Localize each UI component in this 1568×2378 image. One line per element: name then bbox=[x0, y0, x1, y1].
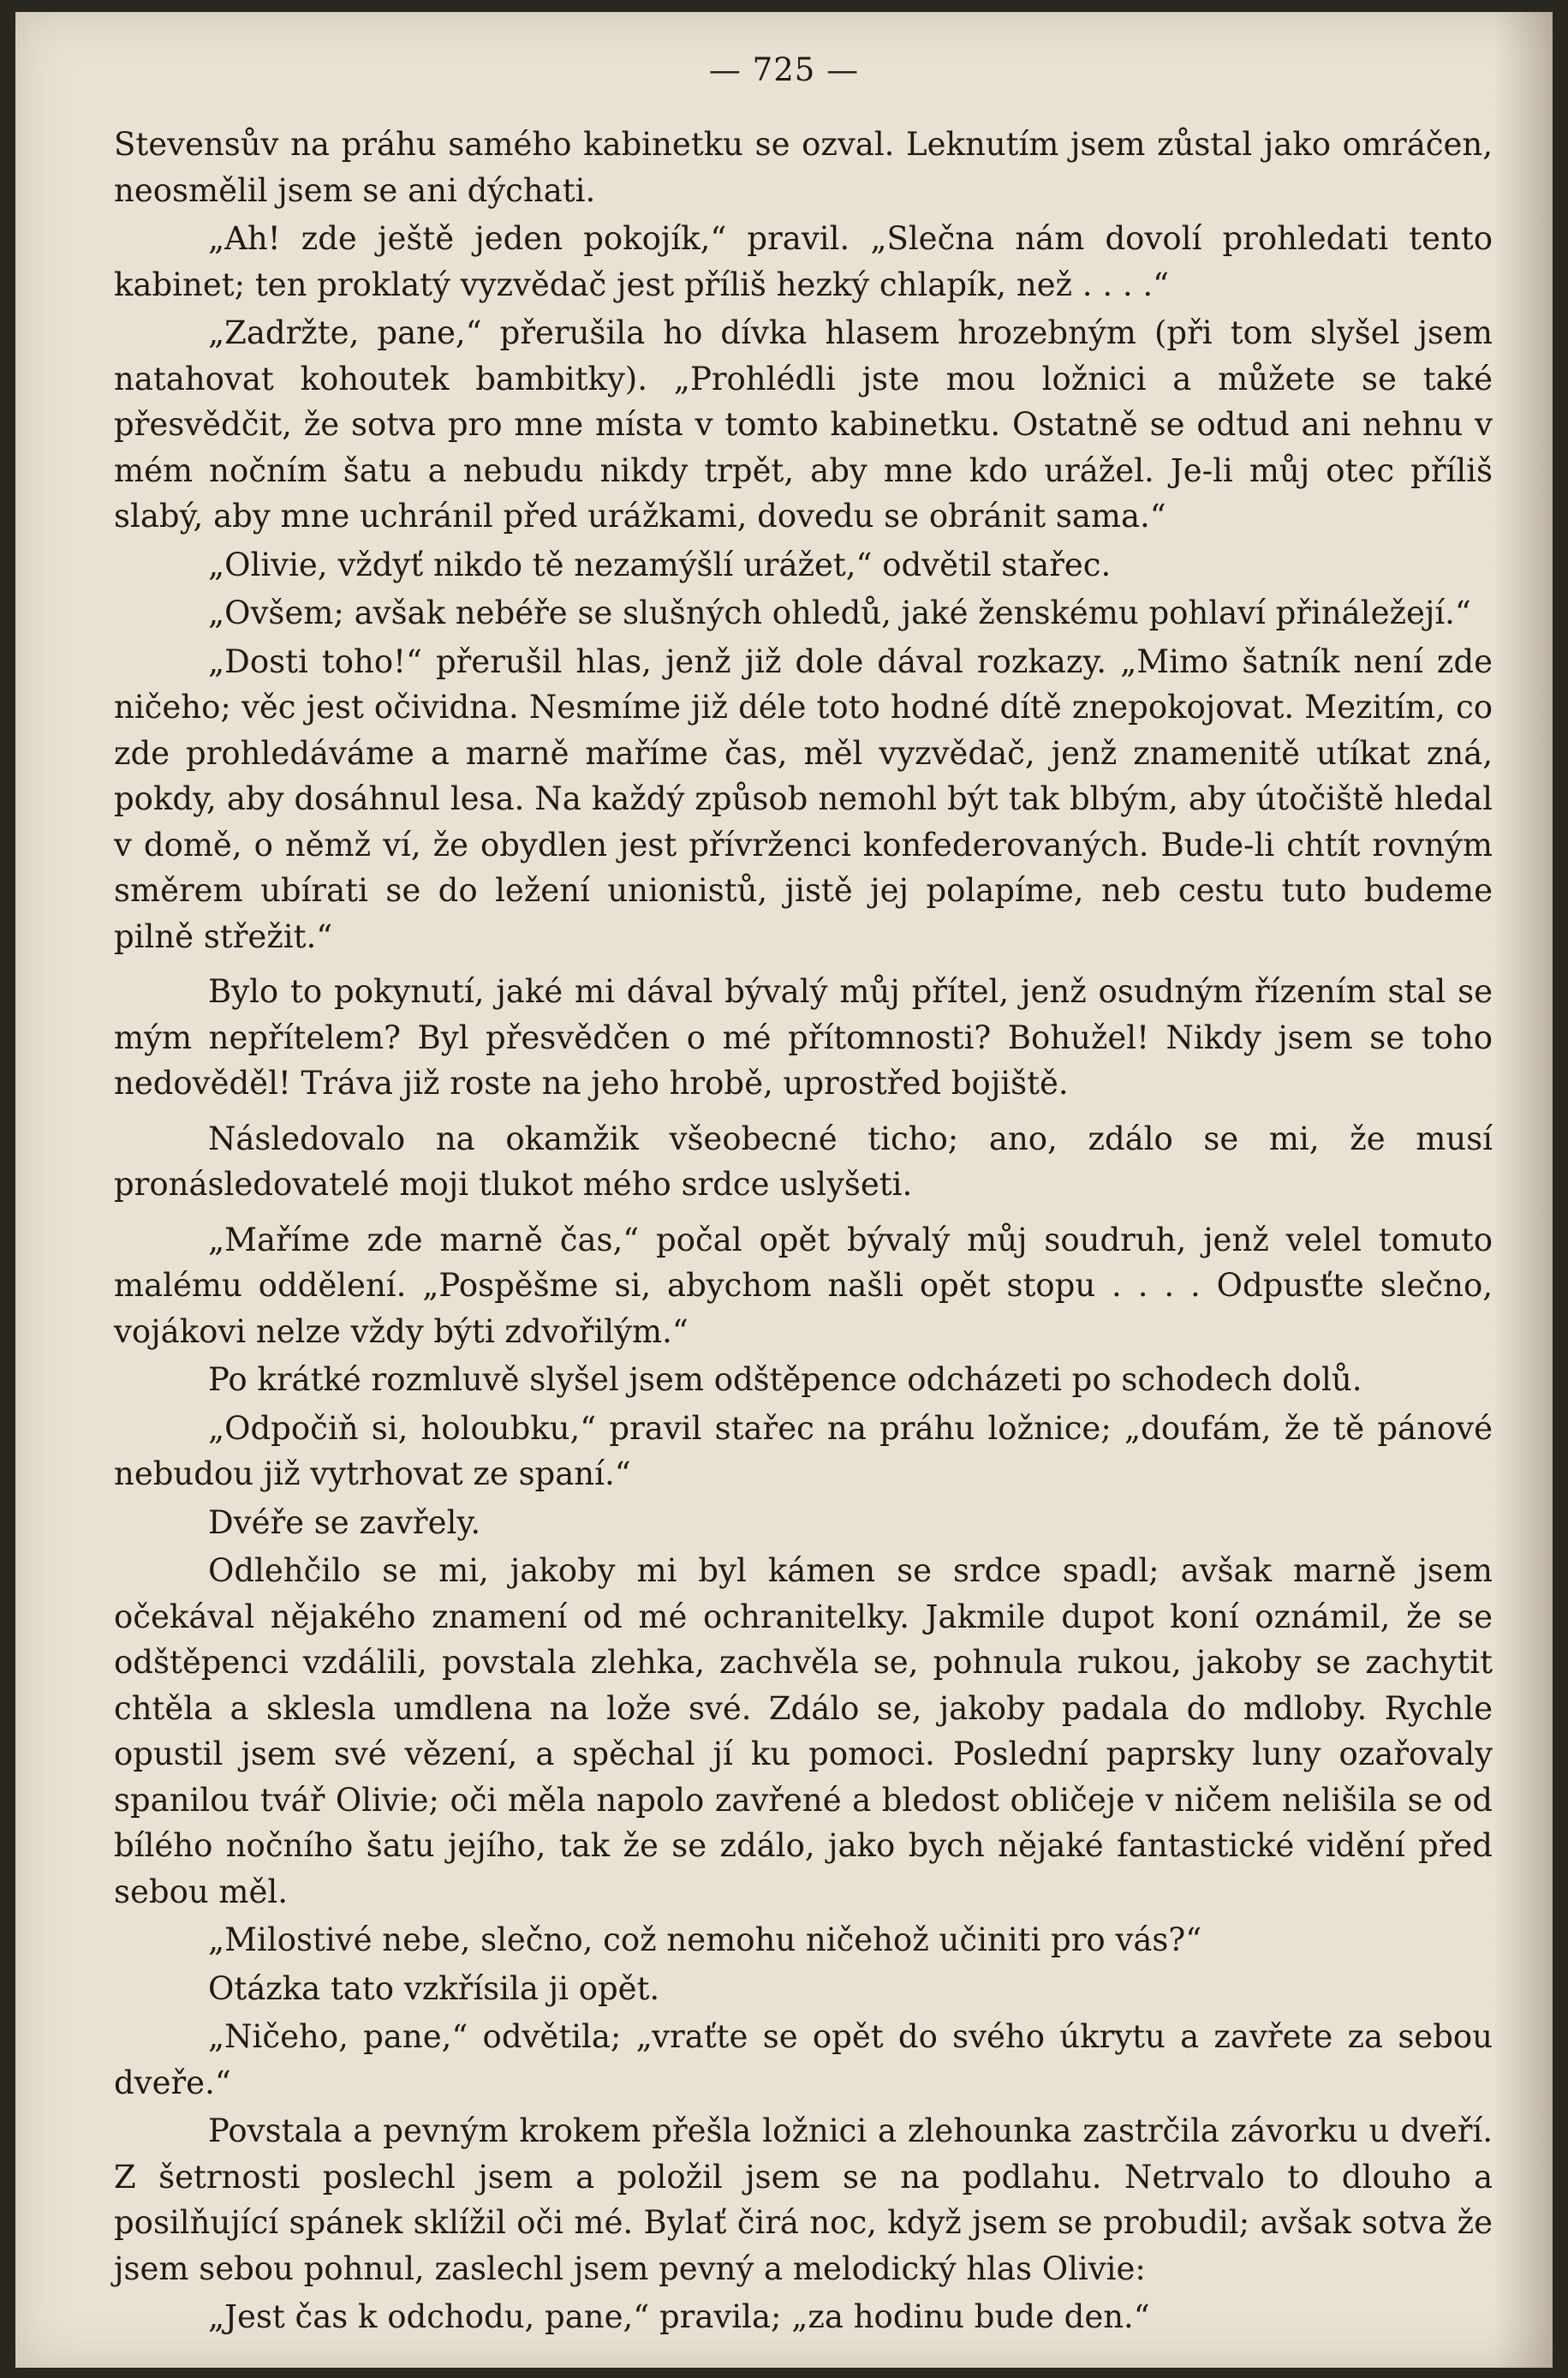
paragraph: Stevensův na práhu samého kabinetku se ozval. Leknutím jsem zůstal jako omráčen, neosmělil jsem se ani dýchati. bbox=[114, 126, 1493, 209]
body-text bbox=[114, 122, 1493, 2343]
paragraph: Následovalo na okamžik všeobecné ticho; ano, zdálo se mi, že musí pronásledovatelé moji tlukot mého srdce uslyšeti. bbox=[114, 1120, 1493, 1203]
paragraph: „Dosti toho!“ přerušil hlas, jenž již dole dával rozkazy. „Mimo šatník není zde ničeho; věc jest očividna. Nesmíme již déle toto hodné dítě znepokojovat. Mezitím, co zde prohledáváme a marně maříme čas, měl vyzvědač, jenž znamenitě utíkat zná, pokdy, aby dosáhnul lesa. Na každý způsob nemohl být tak blbým, aby útočiště hledal v domě, o němž ví, že obydlen jest přívrženci konfederovaných. Bude-li chtít rovným směrem ubírati se do ležení unionistů, jistě jej polapíme, neb cestu tuto budeme pilně střežit.“ bbox=[114, 642, 1493, 955]
page-number: — 725 — bbox=[708, 51, 860, 88]
paragraph: Odlehčilo se mi, jakoby mi byl kámen se srdce spadl; avšak marně jsem očekával nějakého znamení od mé ochranitelky. Jakmile dupot koní oznámil, že se odštěpenci vzdálili, povstala zlehka, zachvěla se, pohnula rukou, jakoby se zachytit chtěla a sklesla umdlena na lože své. Zdálo se, jakoby padala do mdloby. Rychle opustil jsem své vězení, a spěchal jí ku pomoci. Poslední paprsky luny ozařovaly spanilou tvář Olivie; oči měla napolo zavřené a bledost obličeje v ničem nelišila se od bílého nočního šatu jejího, tak že se zdálo, jako bych nějaké fantastické vidění před sebou měl. bbox=[114, 1552, 1493, 1910]
paragraph: Dvéře se zavřely. bbox=[208, 1503, 481, 1541]
paragraph: „Zadržte, pane,“ přerušila ho dívka hlasem hrozebným (při tom slyšel jsem natahovat kohoutek bambitky). „Prohlédli jste mou ložnici a můžete se také přesvědčit, že sotva pro mne místa v tomto kabinetku. Ostatně se odtud ani nehnu v mém nočním šatu a nebudu nikdy trpět, aby mne kdo urážel. Je-li můj otec příliš slabý, aby mne uchránil před urážkami, dovedu se obránit sama.“ bbox=[114, 314, 1493, 535]
paragraph: Otázka tato vzkřísila ji opět. bbox=[208, 1969, 660, 2007]
paragraph: „Jest čas k odchodu, pane,“ pravila; „za hodinu bude den.“ bbox=[208, 2298, 1150, 2335]
paragraph: „Milostivé nebe, slečno, což nemohu ničehož učiniti pro vás?“ bbox=[208, 1921, 1202, 1958]
paragraph: Po krátké rozmluvě slyšel jsem odštěpence odcházeti po schodech dolů. bbox=[208, 1361, 1362, 1398]
paragraph: „Ovšem; avšak nebéře se slušných ohledů, jaké ženskému pohlaví přináležejí.“ bbox=[208, 594, 1471, 631]
paragraph: „Ničeho, pane,“ odvětila; „vraťte se opět do svého úkrytu a zavřete za sebou dveře.“ bbox=[114, 2018, 1493, 2101]
paragraph: Povstala a pevným krokem přešla ložnici a zlehounka zastrčila závorku u dveří. Z šetrnosti poslechl jsem a položil jsem se na podlahu. Netrvalo to dlouho a posilňující spánek sklížil oči mé. Bylať čirá noc, když jsem se probudil; avšak sotva že jsem sebou pohnul, zaslechl jsem pevný a melodický hlas Olivie: bbox=[114, 2112, 1493, 2287]
paragraph: „Maříme zde marně čas,“ počal opět bývalý můj soudruh, jenž velel tomuto malému oddělení. „Pospěšme si, abychom našli opět stopu . . . . Odpusťte slečno, vojákovi nelze vždy býti zdvořilým.“ bbox=[114, 1221, 1493, 1350]
binding-shadow bbox=[1493, 12, 1553, 2368]
book-page bbox=[15, 12, 1553, 2368]
paragraph: „Ah! zde ještě jeden pokojík,“ pravil. „Slečna nám dovolí prohledati tento kabinet; ten proklatý vyzvědač jest příliš hezký chlapík, než . . . .“ bbox=[114, 220, 1493, 303]
paragraph: „Odpočiň si, holoubku,“ pravil stařec na práhu ložnice; „doufám, že tě pánové nebudou již vytrhovat ze spaní.“ bbox=[114, 1409, 1493, 1492]
paragraph: „Olivie, vždyť nikdo tě nezamýšlí urážet,“ odvětil stařec. bbox=[208, 546, 1112, 583]
paragraph: Bylo to pokynutí, jaké mi dával bývalý můj přítel, jenž osudným řízením stal se mým nepřítelem? Byl přesvědčen o mé přítomnosti? Bohužel! Nikdy jsem se toho nedověděl! Tráva již roste na jeho hrobě, uprostřed bojiště. bbox=[114, 973, 1493, 1102]
